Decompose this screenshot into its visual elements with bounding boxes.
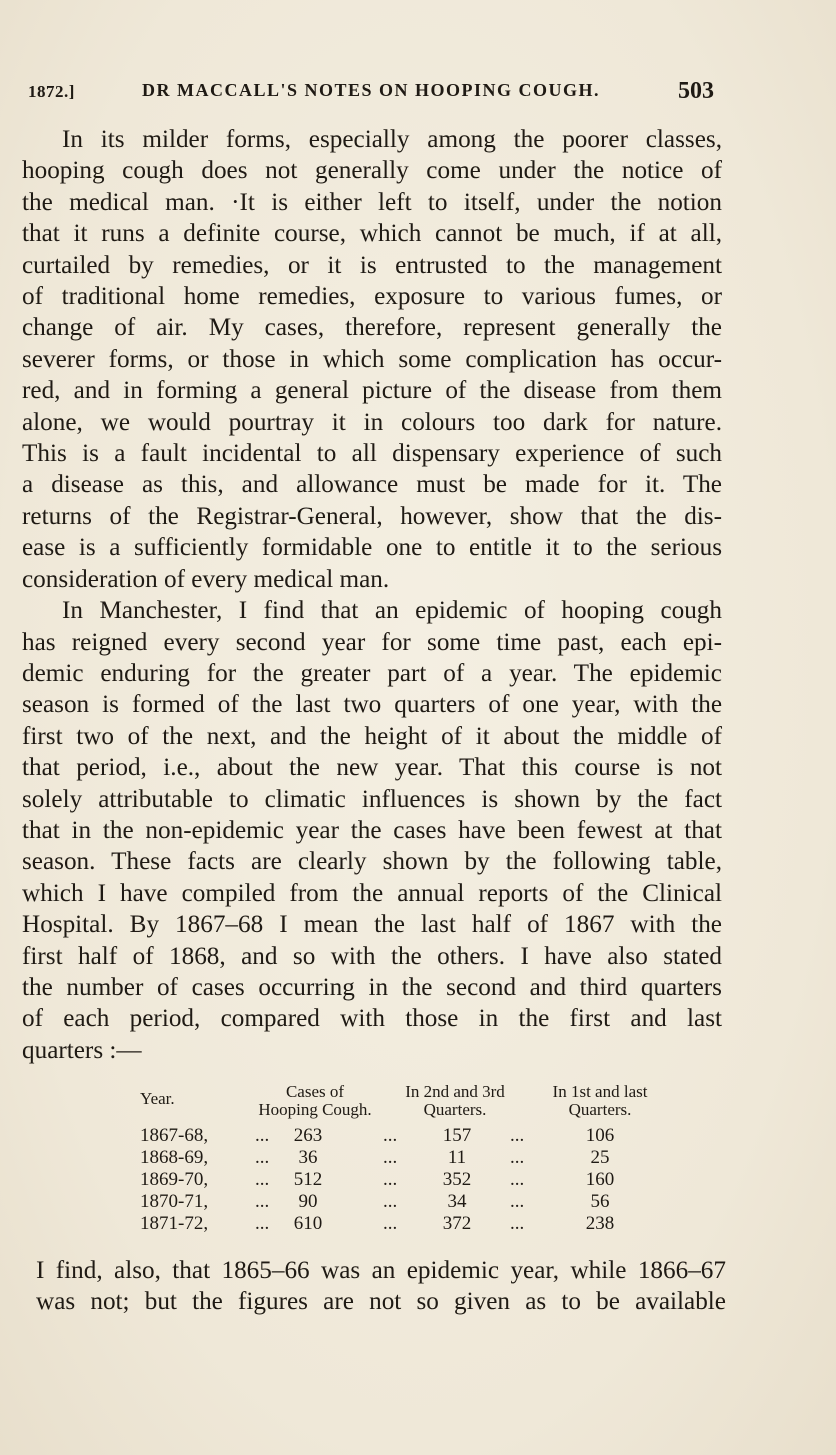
- cell-q14: 106: [585, 1125, 615, 1146]
- text-line: red, and in forming a general picture of the disease from them: [22, 377, 722, 405]
- leader-dots: ...: [510, 1169, 525, 1190]
- cell-year: 1869-70,: [140, 1169, 209, 1190]
- text-line: a disease as this, and allowance must be made for it. The: [22, 471, 722, 499]
- text-line: quarters :—: [22, 1036, 142, 1064]
- cell-cases: 36: [298, 1147, 318, 1168]
- text-line: alone, we would pourtray it in colours too dark for nature.: [22, 408, 722, 436]
- header-line: In 2nd and 3rd: [405, 1082, 505, 1101]
- text-line: the number of cases occurring in the second and third quarters: [22, 973, 722, 1001]
- text-line: season. These facts are clearly shown by the following table,: [22, 848, 722, 876]
- paragraph-3: [36, 1255, 726, 1318]
- header-year: 1872.]: [28, 82, 75, 101]
- paragraph-1: [22, 124, 722, 595]
- text-line: the medical man. ·It is either left to itself, under the notion: [22, 188, 722, 216]
- cell-year: 1871-72,: [140, 1213, 209, 1234]
- cell-year: 1867-68,: [140, 1125, 209, 1146]
- text-line: ease is a sufficiently formidable one to entitle it to the serious: [22, 534, 722, 562]
- header-cases-col: [235, 1083, 395, 1119]
- table-row: [140, 1125, 680, 1147]
- text-line: first half of 1868, and so with the others. I have also stated: [22, 942, 722, 970]
- text-line: which I have compiled from the annual reports of the Clinical: [22, 879, 722, 907]
- text-line: that in the non-epidemic year the cases have been fewest at that: [22, 816, 722, 844]
- text-line: demic enduring for the greater part of a year. The epidemic: [22, 659, 722, 687]
- leader-dots: ...: [255, 1213, 270, 1234]
- text-line: consideration of every medical man.: [22, 565, 390, 593]
- leader-dots: ...: [255, 1125, 270, 1146]
- cell-cases: 263: [293, 1125, 323, 1146]
- text-line: that it runs a definite course, which cannot be much, if at all,: [22, 220, 722, 248]
- page-number: 503: [678, 78, 714, 104]
- cell-q14: 238: [585, 1213, 615, 1234]
- cell-q14: 160: [585, 1169, 615, 1190]
- text-line: solely attributable to climatic influences is shown by the fact: [22, 785, 722, 813]
- text-line: season is formed of the last two quarters of one year, with the: [22, 691, 722, 719]
- leader-dots: ...: [383, 1169, 398, 1190]
- text-line: of each period, compared with those in the first and last: [22, 1005, 722, 1033]
- header-title: DR MACCALL'S NOTES ON HOOPING COUGH.: [141, 80, 601, 100]
- header-line: Quarters.: [568, 1100, 632, 1119]
- text-line: first two of the next, and the height of it about the middle of: [22, 722, 722, 750]
- text-line: was not; but the figures are not so given as to be available: [36, 1288, 726, 1316]
- table-row: [140, 1191, 680, 1213]
- cell-cases: 90: [298, 1191, 318, 1212]
- header-line: Hooping Cough.: [258, 1100, 372, 1119]
- header-line: Quarters.: [423, 1100, 487, 1119]
- text-line: change of air. My cases, therefore, represent generally the: [22, 314, 722, 342]
- leader-dots: ...: [255, 1191, 270, 1212]
- table-row: [140, 1147, 680, 1169]
- cell-q23: 352: [442, 1169, 472, 1190]
- header-q23-col: [390, 1083, 520, 1119]
- header-line: Cases of: [285, 1082, 345, 1101]
- text-line: In its milder forms, especially among the poorer classes,: [62, 126, 722, 153]
- leader-dots: ...: [383, 1191, 398, 1212]
- leader-dots: ...: [383, 1147, 398, 1168]
- cell-q23: 11: [447, 1147, 467, 1168]
- paragraph-2: [22, 595, 722, 1066]
- cell-q14: 56: [590, 1191, 610, 1212]
- leader-dots: ...: [383, 1213, 398, 1234]
- text-line: returns of the Registrar-General, however, show that the dis-: [22, 502, 722, 530]
- table-row: [140, 1213, 680, 1235]
- text-line: I find, also, that 1865–66 was an epidemic year, while 1866–67: [36, 1257, 726, 1284]
- cell-q23: 157: [442, 1125, 472, 1146]
- text-line: that period, i.e., about the new year. That this course is not: [22, 754, 722, 782]
- cell-cases: 610: [293, 1213, 323, 1234]
- header-year-col: Year.: [140, 1089, 175, 1108]
- text-line: has reigned every second year for some time past, each epi-: [22, 628, 722, 656]
- table-row: [140, 1169, 680, 1191]
- text-line: severer forms, or those in which some complication has occur-: [22, 345, 722, 373]
- text-line: This is a fault incidental to all dispensary experience of such: [22, 440, 722, 468]
- leader-dots: ...: [510, 1125, 525, 1146]
- cell-q23: 372: [442, 1213, 472, 1234]
- header-line: In 1st and last: [552, 1082, 648, 1101]
- leader-dots: ...: [255, 1147, 270, 1168]
- text-line: of traditional home remedies, exposure to various fumes, or: [22, 283, 722, 311]
- leader-dots: ...: [255, 1169, 270, 1190]
- text-line: Hospital. By 1867–68 I mean the last half of 1867 with the: [22, 911, 722, 939]
- cell-cases: 512: [293, 1169, 323, 1190]
- header-q14-col: [530, 1083, 670, 1119]
- text-line: curtailed by remedies, or it is entrusted to the management: [22, 251, 722, 279]
- text-line: In Manchester, I find that an epidemic of hooping cough: [62, 597, 722, 625]
- leader-dots: ...: [510, 1191, 525, 1212]
- cell-q23: 34: [447, 1191, 467, 1212]
- body-text: [22, 124, 722, 1066]
- cell-year: 1868-69,: [140, 1147, 209, 1168]
- text-line: hooping cough does not generally come under the notice of: [22, 157, 722, 185]
- cell-year: 1870-71,: [140, 1191, 209, 1212]
- running-header: [28, 78, 714, 108]
- leader-dots: ...: [510, 1147, 525, 1168]
- leader-dots: ...: [510, 1213, 525, 1234]
- cell-q14: 25: [590, 1147, 610, 1168]
- leader-dots: ...: [383, 1125, 398, 1146]
